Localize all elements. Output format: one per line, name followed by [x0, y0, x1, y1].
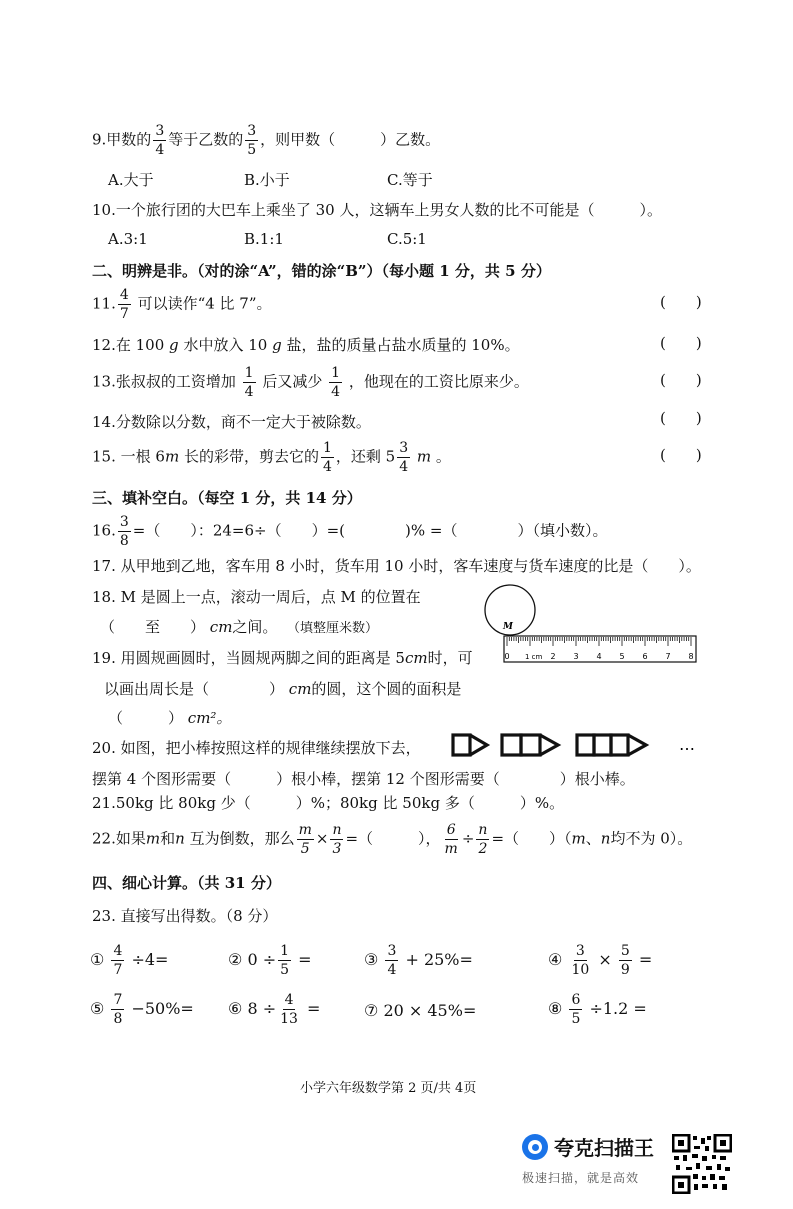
ruler-number: 6 — [642, 652, 648, 661]
brand-name: 夸克扫描王 — [554, 1136, 654, 1160]
question-21: 21.50kg 比 80kg 少（ ）%；80kg 比 50kg 多（ ）%。 — [92, 794, 565, 812]
ruler-number: 3 — [573, 652, 579, 661]
stick-pattern-figure — [450, 730, 712, 762]
question-12: 12.在 100 g 水中放入 10 g 盐，盐的质量占盐水质量的 10%。 — [92, 336, 520, 354]
ruler-number: 8 — [688, 652, 694, 661]
fraction: $\frac{6}{m}$ — [444, 822, 458, 857]
fraction: $\frac{3}{5}$ — [247, 123, 257, 158]
ruler-number: 0 — [504, 652, 510, 661]
pattern-figure-1 — [453, 735, 487, 755]
question-16: 16. $\frac{3}{8}$ =（ ）：24=6÷（ ）=( )% =（ ）（填小数）。 — [92, 514, 608, 549]
question-10: 10.一个旅行团的大巴车上乘坐了 30 人，这辆车上男女人数的比不可能是（ ）。 — [92, 201, 662, 219]
question-19: 19. 用圆规画圆时，当圆规两脚之间的距离是 5cm时，可 — [92, 649, 473, 667]
calc-item-4: ④ $\frac{3}{10}$ × $\frac{5}{9}$ = — [548, 943, 653, 978]
judge-answer-paren[interactable]: ( ) — [660, 371, 702, 389]
judge-answer-paren[interactable]: ( ) — [660, 409, 702, 427]
pattern-figure-3 — [577, 735, 646, 755]
q10-option-b[interactable]: B.1:1 — [244, 230, 284, 248]
fraction: $\frac{4}{7}$ — [119, 287, 129, 322]
q9-option-a[interactable]: A.大于 — [108, 171, 154, 189]
fraction: $\frac{1}{4}$ — [322, 440, 332, 475]
point-m-label: M — [503, 622, 513, 632]
section-2-heading: 二、明辨是非。（对的涂“A”，错的涂“B”）（每小题 1 分，共 5 分） — [92, 262, 551, 280]
calc-item-5: ⑤ $\frac{7}{8}$ −50%= — [90, 992, 194, 1027]
calc-item-8: ⑧ $\frac{6}{5}$ ÷1.2 = — [548, 992, 647, 1027]
q9-option-c[interactable]: C.等于 — [387, 171, 433, 189]
question-17: 17. 从甲地到乙地，客车用 8 小时，货车用 10 小时，客车速度与货车速度的比是（ ）。 — [92, 557, 701, 575]
question-9: 9.甲数的 $\frac{3}{4}$ 等于乙数的 $\frac{3}{5}$ ，则甲数（ ）乙数。 — [92, 123, 441, 158]
question-19-line3: （ ） cm²。 — [108, 709, 232, 727]
question-20: 20. 如图，把小棒按照这样的规律继续摆放下去， — [92, 739, 421, 757]
judge-answer-paren[interactable]: ( ) — [660, 293, 702, 311]
question-13: 13.张叔叔的工资增加 $\frac{1}{4}$ 后又减少 $\frac{1}{4}$ ，他现在的工资比原来少。 — [92, 365, 529, 400]
calc-item-7: ⑦ 20 × 45%= — [364, 1001, 477, 1020]
question-20-line2: 摆第 4 个图形需要（ ）根小棒，摆第 12 个图形需要（ ）根小棒。 — [92, 770, 635, 788]
question-14: 14.分数除以分数，商不一定大于被除数。 — [92, 413, 371, 431]
fraction: $\frac{3}{4}$ — [399, 440, 409, 475]
calc-item-3: ③ $\frac{3}{4}$ + 25%= — [364, 943, 473, 978]
fraction: $\frac{3}{8}$ — [119, 514, 129, 549]
fraction: $\frac{n}{3}$ — [332, 822, 342, 857]
ruler-unit-label: 1 cm — [525, 653, 543, 661]
judge-answer-paren[interactable]: ( ) — [660, 334, 702, 352]
judge-answer-paren[interactable]: ( ) — [660, 446, 702, 464]
fraction: $\frac{m}{5}$ — [298, 822, 312, 857]
fraction: $\frac{1}{4}$ — [244, 365, 254, 400]
page-footer: 小学六年级数学第 2 页/共 4页 — [300, 1081, 477, 1096]
question-15: 15. 一根 6m 长的彩带，剪去它的 $\frac{1}{4}$ ，还剩 5 $\frac{3}{4}$ m 。 — [92, 440, 451, 475]
question-23: 23. 直接写出得数。（8 分） — [92, 907, 278, 925]
q10-option-c[interactable]: C.5:1 — [387, 230, 427, 248]
circle-ruler-diagram — [484, 583, 700, 673]
fraction: $\frac{1}{4}$ — [331, 365, 341, 400]
scanner-watermark — [522, 1132, 654, 1186]
pattern-figure-2 — [502, 735, 558, 755]
pattern-ellipsis: … — [679, 735, 695, 754]
calc-item-2: ② 0 ÷ $\frac{1}{5}$ = — [228, 943, 312, 978]
fraction: $\frac{3}{4}$ — [155, 123, 165, 158]
q18-range-blank[interactable]: （ 至 ） — [100, 618, 206, 636]
question-18-blank: （ 至 ） cm之间。 （填整厘米数） — [100, 618, 378, 636]
question-19-line2: 以画出周长是（ ） cm的圆，这个圆的面积是 — [104, 680, 462, 698]
ruler-number: 4 — [596, 652, 602, 661]
app-logo-icon — [522, 1134, 548, 1160]
ruler-number: 7 — [665, 652, 671, 661]
ruler-number: 2 — [550, 652, 556, 661]
ruler-number: 5 — [619, 652, 625, 661]
q9-option-b[interactable]: B.小于 — [244, 171, 290, 189]
section-3-heading: 三、填补空白。（每空 1 分，共 14 分） — [92, 489, 362, 507]
fraction: $\frac{n}{2}$ — [478, 822, 488, 857]
section-4-heading: 四、细心计算。（共 31 分） — [92, 874, 281, 892]
q10-option-a[interactable]: A.3:1 — [108, 230, 148, 248]
question-18: 18. M 是圆上一点，滚动一周后，点 M 的位置在 — [92, 588, 421, 606]
question-22: 22.如果m和n 互为倒数，那么 $\frac{m}{5}$ × $\frac{n}{3}$ =（ ）， $\frac{6}{m}$ ÷ $\frac{n}{2}$ =（ ）（m、n均不为 0）。 — [92, 822, 693, 857]
question-11: 11. $\frac{4}{7}$ 可以读作“4 比 7”。 — [92, 287, 272, 322]
qr-code-icon — [672, 1134, 732, 1194]
calc-item-1: ① $\frac{4}{7}$ ÷4= — [90, 943, 169, 978]
calc-item-6: ⑥ 8 ÷ $\frac{4}{13}$ = — [228, 992, 321, 1027]
brand-slogan: 极速扫描，就是高效 — [522, 1171, 640, 1185]
